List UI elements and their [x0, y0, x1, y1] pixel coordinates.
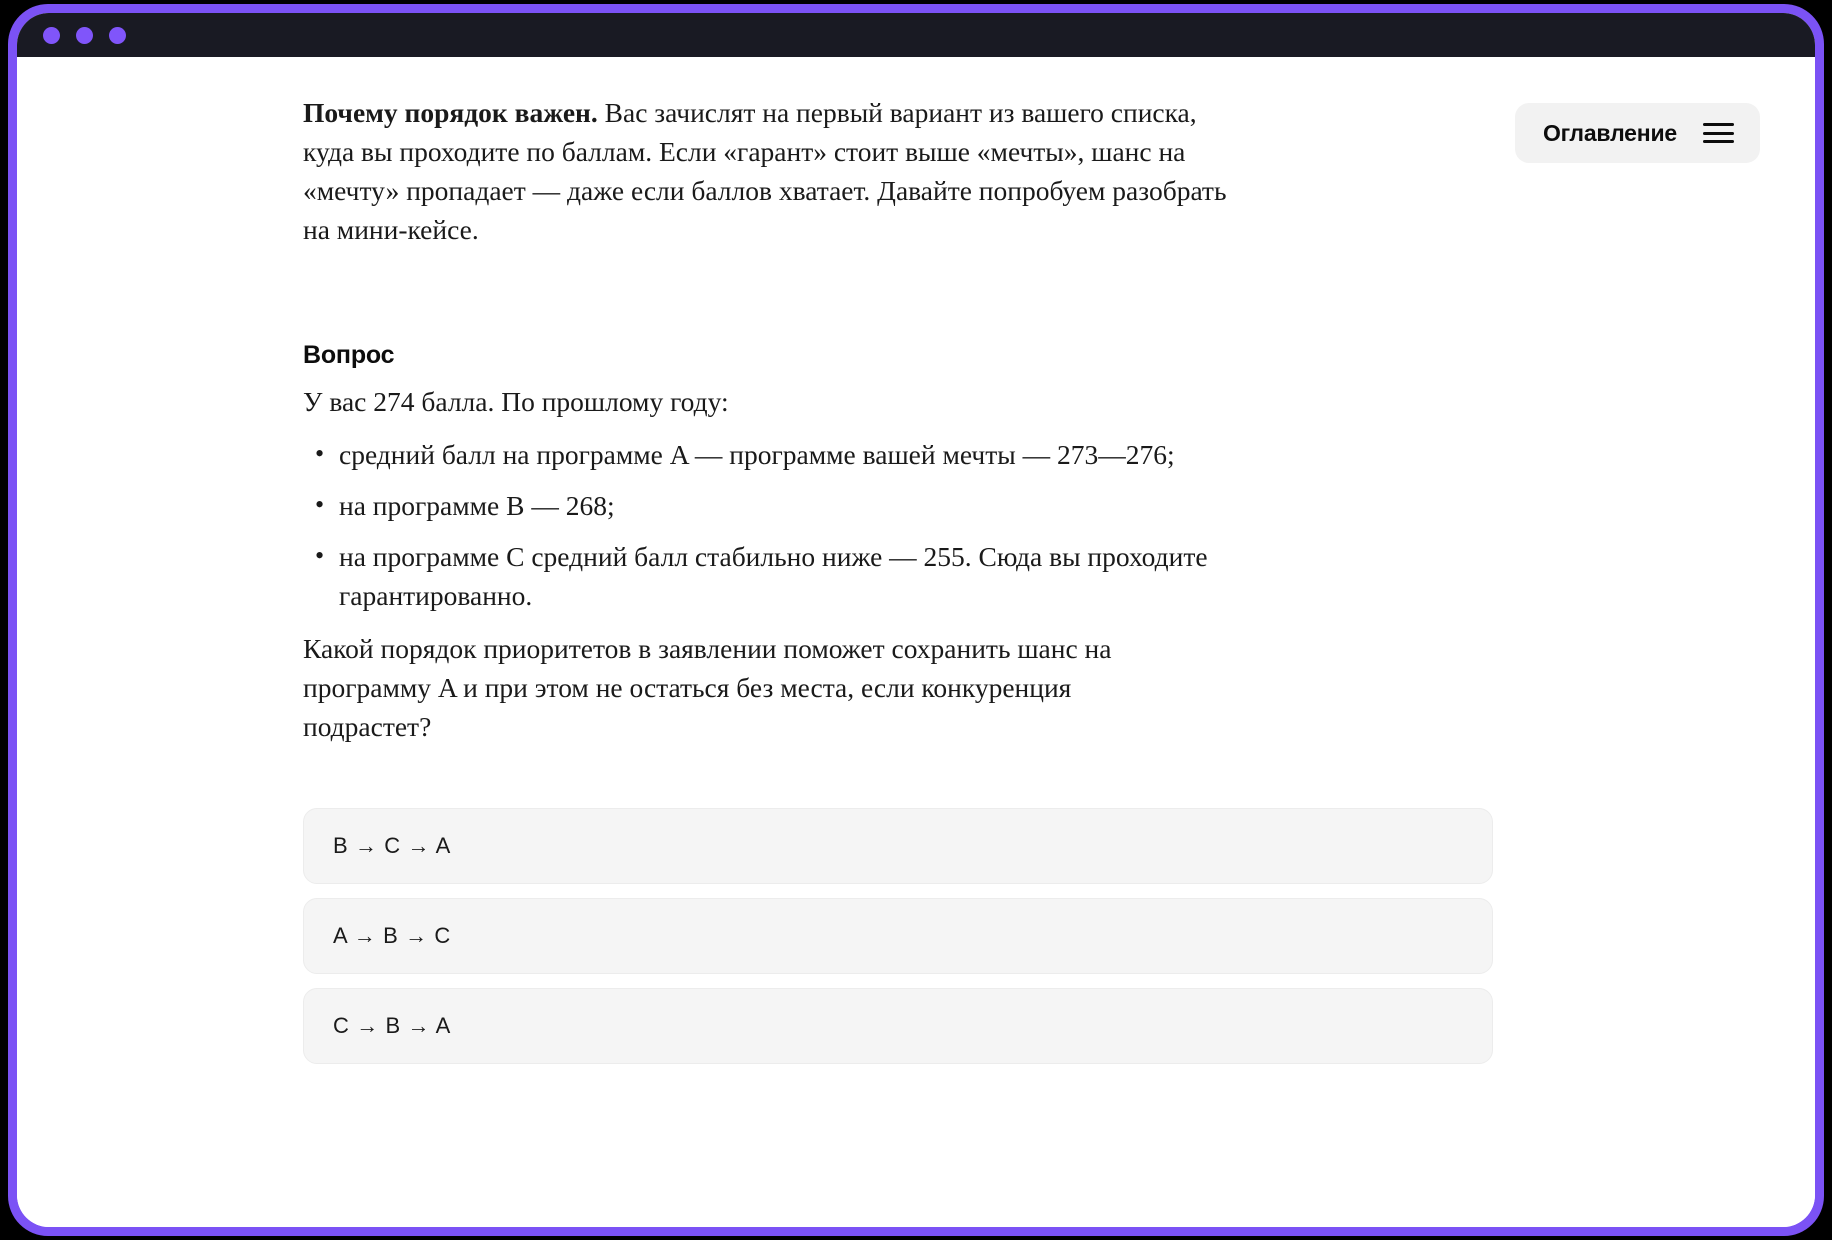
page-content-area: [17, 57, 1815, 1227]
window-dot-close-icon[interactable]: [43, 27, 60, 44]
browser-window-inner: [17, 13, 1815, 1227]
lead-paragraph-bold-prefix: Почему порядок важен.: [303, 97, 598, 128]
window-titlebar: [17, 13, 1815, 57]
table-of-contents-button[interactable]: [1515, 103, 1760, 163]
list-item: • на программе B — 268;: [303, 486, 1273, 525]
answer-options-list: [303, 808, 1493, 1064]
answer-option-3[interactable]: C → B → A: [303, 988, 1493, 1064]
answer-option-1[interactable]: B → C → A: [303, 808, 1493, 884]
answer-option-2[interactable]: A → B → C: [303, 898, 1493, 974]
window-dot-minimize-icon[interactable]: [76, 27, 93, 44]
list-item: • на программе C средний балл стабильно ниже — 255. Сюда вы проходите гарантированно.: [303, 537, 1273, 615]
question-intro-text: У вас 274 балла. По прошлому году:: [303, 386, 729, 417]
hamburger-menu-icon: [1703, 123, 1734, 143]
question-closing-text: Какой порядок приоритетов в заявлении поможет сохранить шанс на программу A и при этом не остаться без места, если конкуренция подрастет?: [303, 633, 1112, 742]
browser-window-frame: [8, 4, 1824, 1236]
facts-list: [303, 435, 1493, 615]
article-content: [303, 93, 1493, 1064]
lead-paragraph: [303, 93, 1238, 249]
list-item: • средний балл на программе A — программе вашей мечты — 273—276;: [303, 435, 1273, 474]
table-of-contents-label: Оглавление: [1542, 119, 1677, 146]
question-section-title: Вопрос: [303, 341, 395, 369]
window-dot-maximize-icon[interactable]: [109, 27, 126, 44]
lead-paragraph-text: Вас зачислят на первый вариант из вашего списка, куда вы проходите по баллам. Если «гарант» стоит выше «мечты», шанс на «мечту» пропадает — даже если баллов хватает. Давайте попробуем разобрать на мини-кейсе.: [303, 97, 1227, 245]
